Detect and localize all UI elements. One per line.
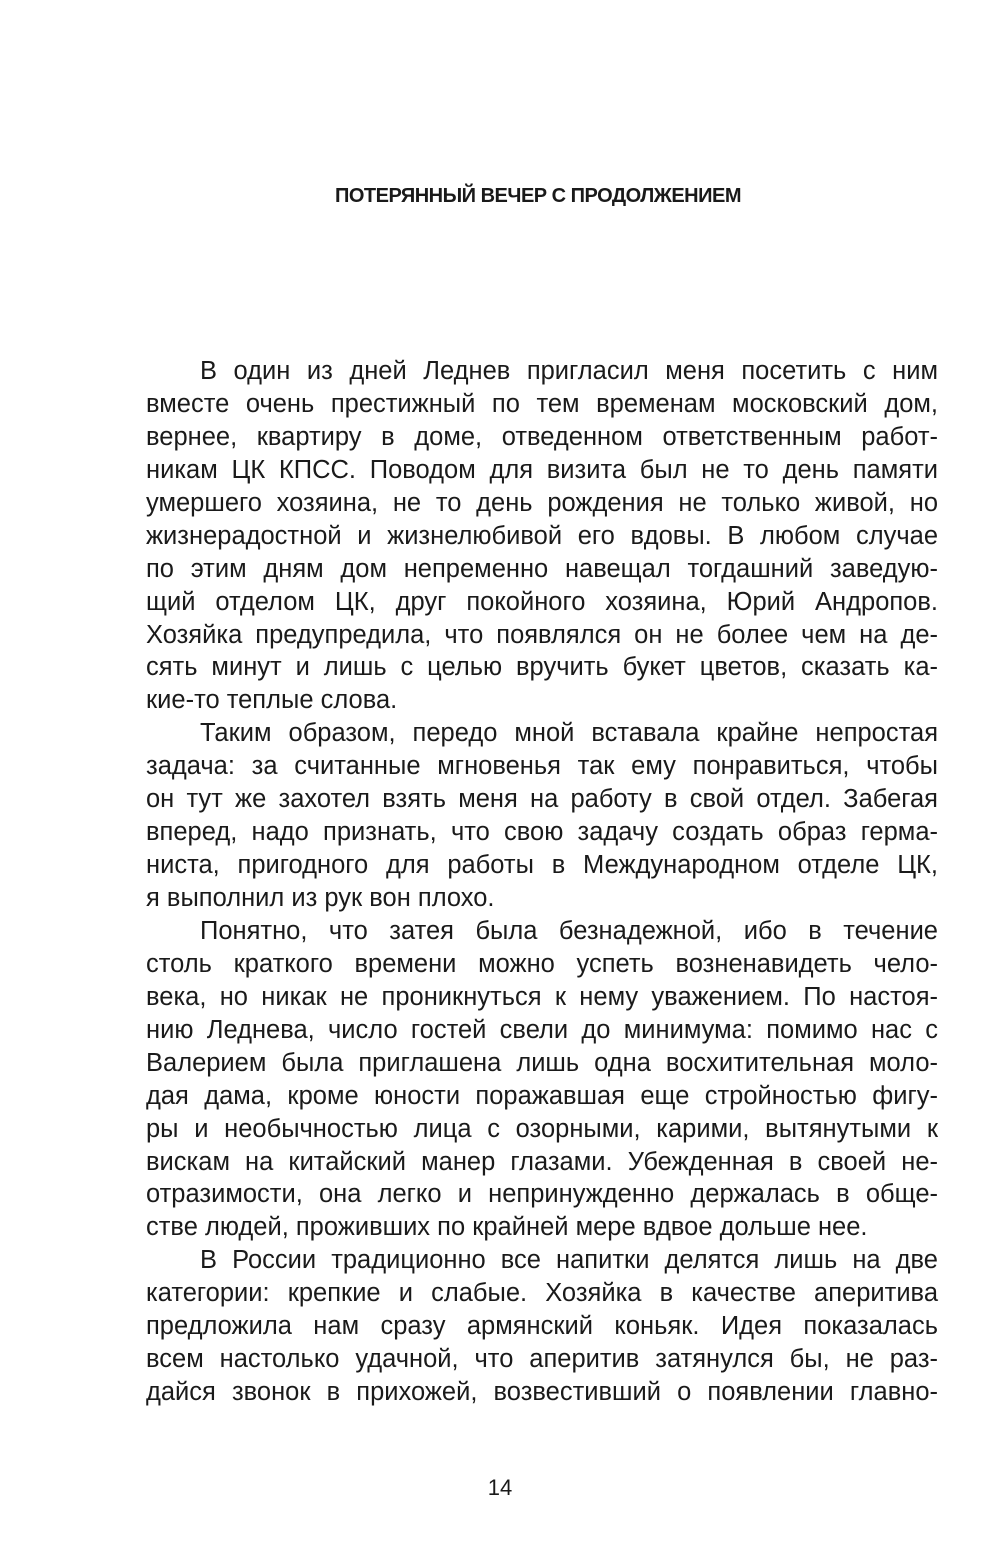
text-line: по этим дням дом непременно навещал тогдашний заведую- [146,554,938,583]
text-line: столь краткого времени можно успеть возненавидеть чело- [146,949,938,978]
text-line: вместе очень престижный по тем временам московский дом, [146,389,938,418]
text-line: Валерием была приглашена лишь одна восхитительная моло- [146,1048,938,1077]
text-line: вискам на китайский манер глазами. Убежденная в своей не- [146,1147,938,1176]
text-line: Понятно, что затея была безнадежной, ибо в течение [200,916,938,945]
text-line: дайся звонок в прихожей, возвестивший о появлении главно- [146,1378,938,1407]
text-line: нию Леднева, число гостей свели до минимума: помимо нас с [146,1015,938,1044]
text-line: он тут же захотел взять меня на работу в свой отдел. Забегая [146,785,938,814]
text-line: ры и необычностью лица с озорными, карими, вытянутыми к [146,1114,938,1143]
text-line: отразимости, она легко и непринужденно держалась в обще- [146,1180,938,1209]
text-line: вернее, квартиру в доме, отведенном ответственным работ- [146,422,938,451]
text-line: сять минут и лишь с целью вручить букет цветов, сказать ка- [146,653,938,682]
text-line: стве людей, проживших по крайней мере вдвое дольше нее. [146,1213,868,1242]
text-line: жизнерадостной и жизнелюбивой его вдовы. В любом случае [146,521,938,550]
text-line: Хозяйка предупредила, что появлялся он не более чем на де- [146,620,938,649]
text-line: щий отделом ЦК, друг покойного хозяина, Юрий Андропов. [146,587,938,616]
text-line: категории: крепкие и слабые. Хозяйка в качестве аперитива [146,1279,938,1308]
page-number: 14 [487,1475,513,1500]
text-line: кие-то теплые слова. [146,686,398,715]
text-line: я выполнил из рук вон плохо. [146,884,495,912]
text-line: ниста, пригодного для работы в Международном отделе ЦК, [146,851,938,880]
text-line: задача: за считанные мгновенья так ему понравиться, чтобы [146,752,938,781]
text-line: умершего хозяина, не то день рождения не только живой, но [146,488,938,517]
text-line: всем настолько удачной, что аперитив затянулся бы, не раз- [146,1345,938,1374]
text-line: века, но никак не проникнуться к нему уважением. По настоя- [146,982,938,1011]
chapter-title: ПОТЕРЯННЫЙ ВЕЧЕР С ПРОДОЛЖЕНИЕМ [335,185,741,207]
text-line: В России традиционно все напитки делятся лишь на две [200,1246,938,1275]
text-line: вперед, надо признать, что свою задачу создать образ герма- [146,818,938,847]
body-text [146,355,938,1409]
text-line: В один из дней Леднев пригласил меня посетить с ним [200,357,938,385]
text-line: предложила нам сразу армянский коньяк. Идея показалась [146,1312,938,1341]
text-line: Таким образом, передо мной вставала крайне непростая [200,719,938,748]
text-line: дая дама, кроме юности поражавшая еще стройностью фигу- [146,1081,938,1110]
text-line: никам ЦК КПСС. Поводом для визита был не то день памяти [146,455,938,484]
